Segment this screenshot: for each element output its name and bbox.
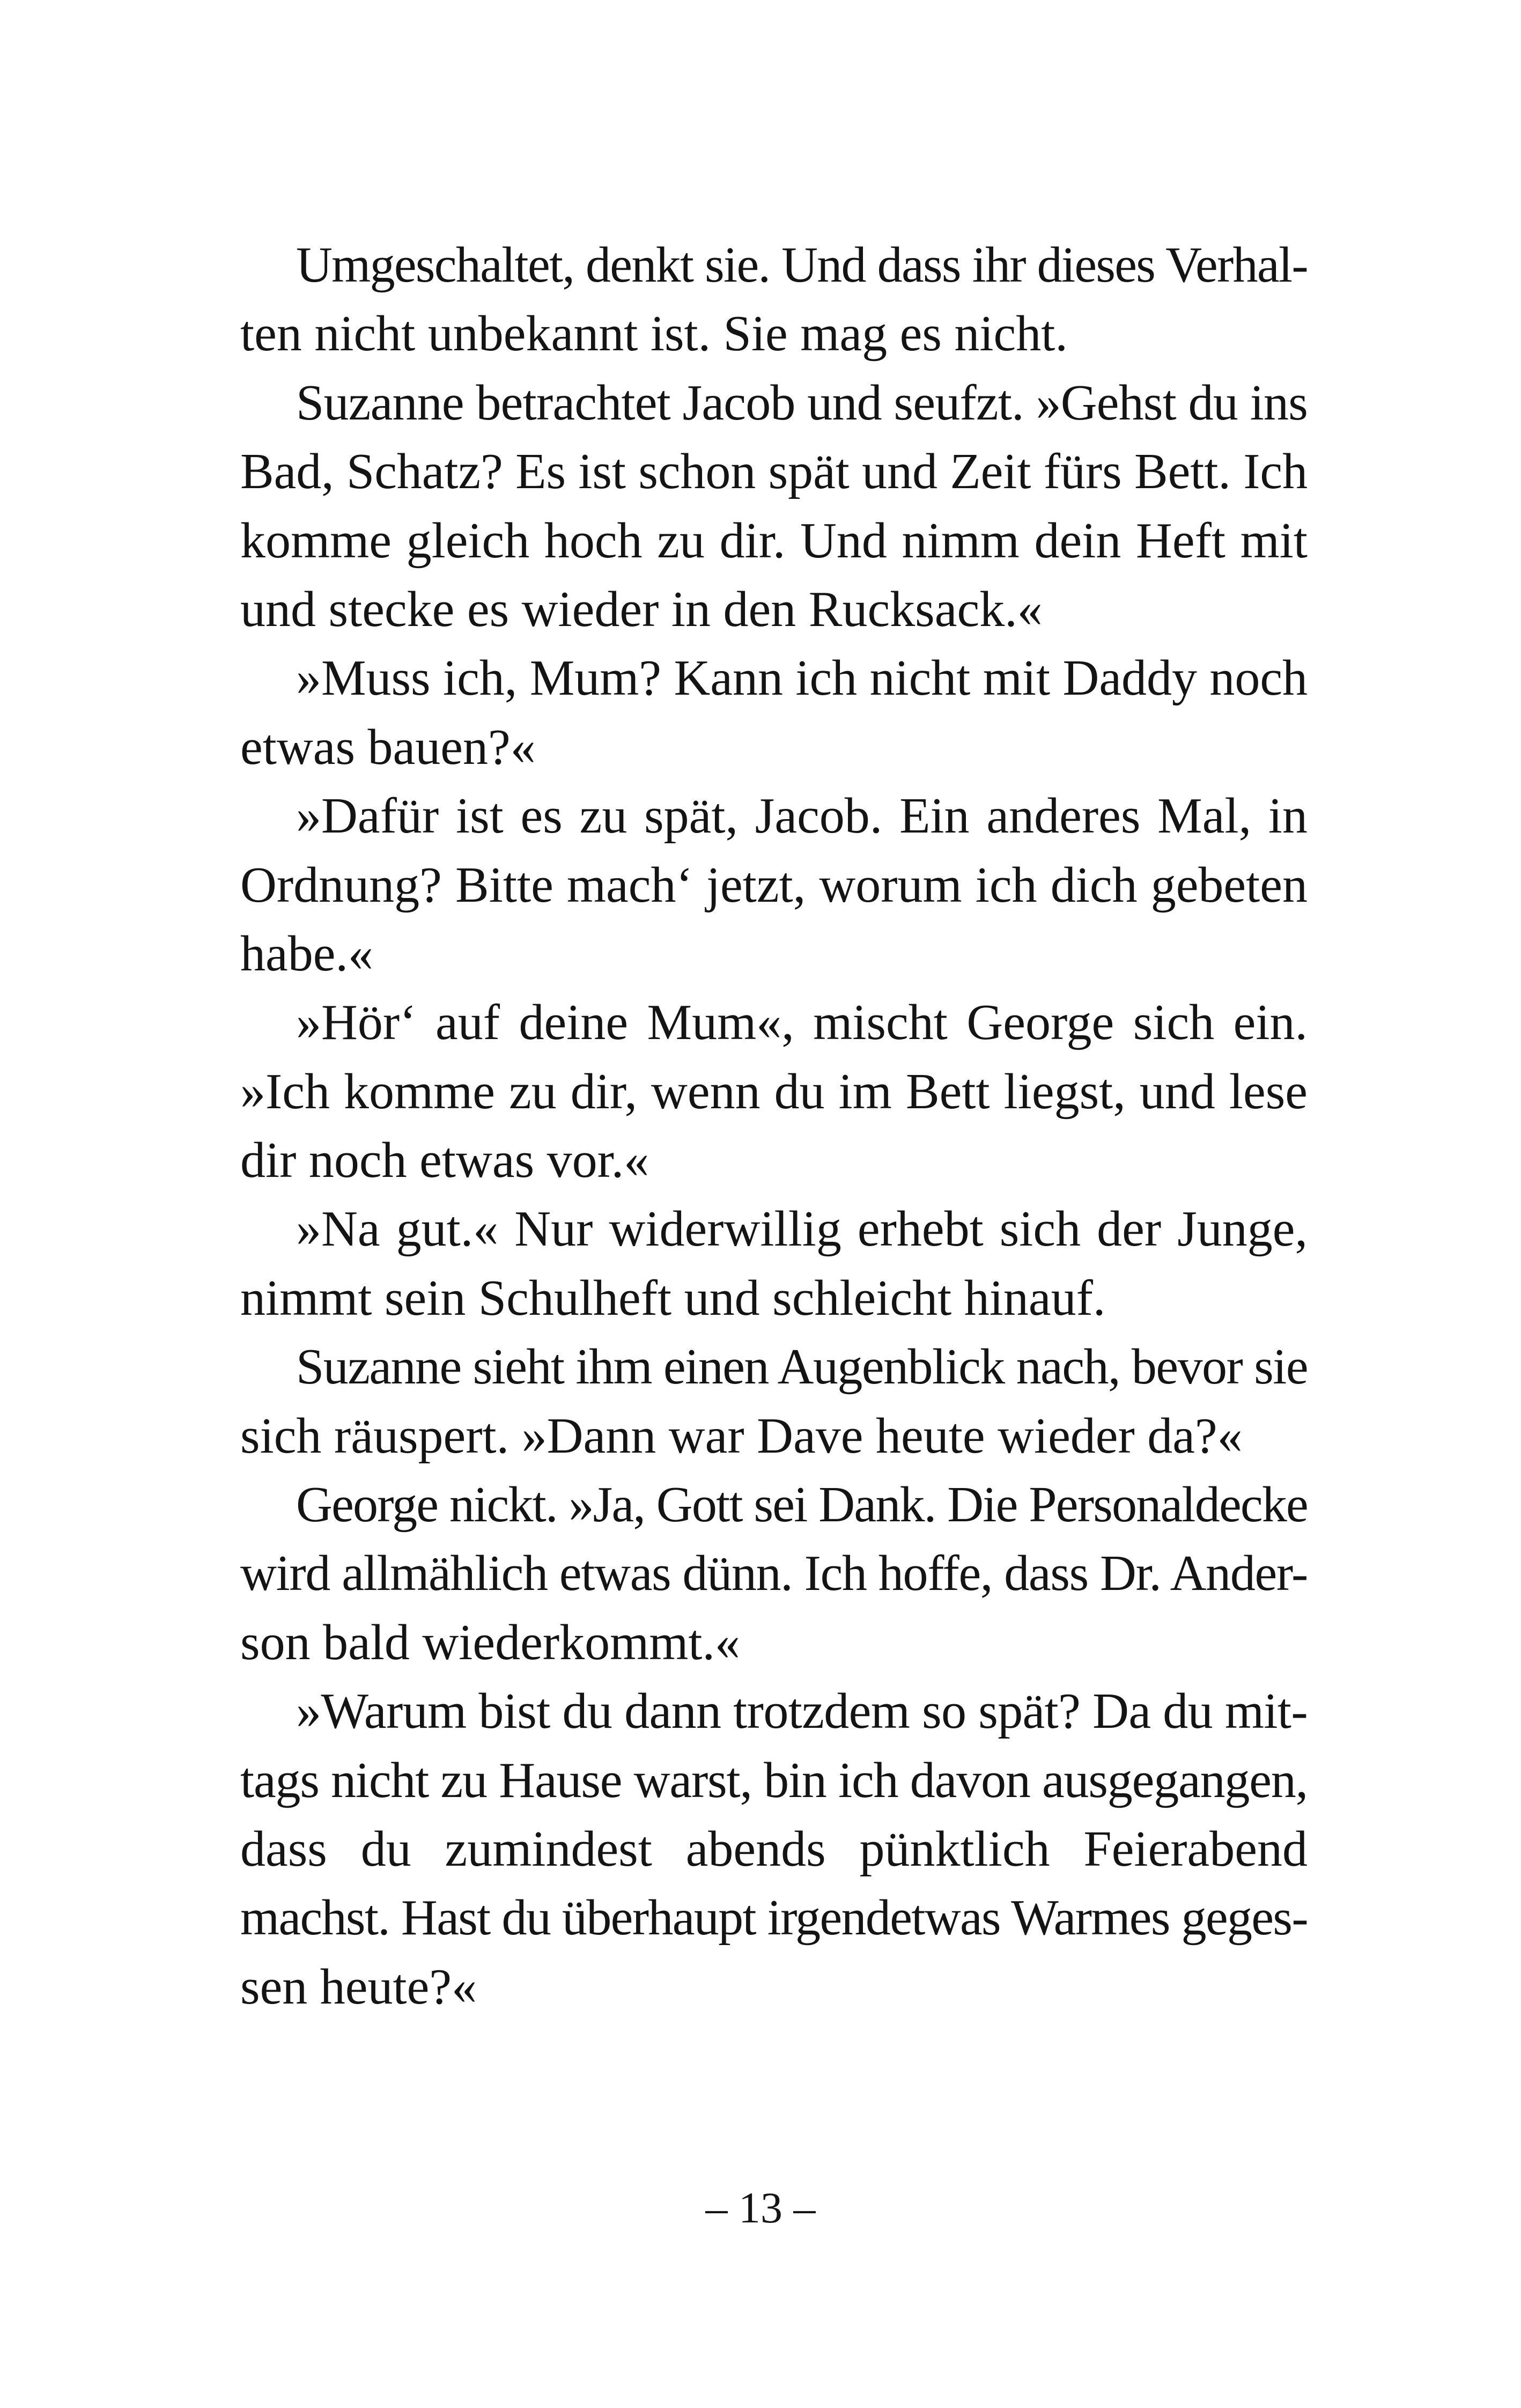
text-line: nimmt sein Schulheft und schleicht hinauf. [240,1270,1106,1326]
text-line: tags nicht zu Hause warst, bin ich davon ausgegangen, [240,1752,1308,1808]
text-line: machst. Hast du überhaupt irgendetwas Warmes geges- [240,1890,1308,1946]
text-line: habe.« [240,925,373,982]
text-line: Bad, Schatz? Es ist schon spät und Zeit fürs Bett. Ich [240,444,1308,500]
text-line: »Hör‘ auf deine Mum«, mischt George sich ein. [296,995,1308,1051]
page-number: – 13 – [705,2183,816,2232]
text-line: sich räuspert. »Dann war Dave heute wieder da?« [240,1408,1243,1464]
body-text [240,231,1308,2021]
text-line: und stecke es wieder in den Rucksack.« [240,581,1043,637]
text-line: Suzanne sieht ihm einen Augenblick nach, bevor sie [296,1339,1308,1395]
text-line: wird allmählich etwas dünn. Ich hoffe, dass Dr. Ander- [240,1545,1308,1602]
text-line: dir noch etwas vor.« [240,1132,649,1189]
text-line: Umgeschaltet, denkt sie. Und dass ihr dieses Verhal- [296,237,1308,293]
text-line: sen heute?« [240,1958,477,2015]
text-line: etwas bauen?« [240,719,536,775]
text-line: son bald wiederkommt.« [240,1614,741,1670]
text-line: George nickt. »Ja, Gott sei Dank. Die Personaldecke [296,1477,1308,1533]
text-line: Ordnung? Bitte mach‘ jetzt, worum ich dich gebeten [240,857,1308,913]
text-line: »Na gut.« Nur widerwillig erhebt sich der Junge, [296,1201,1308,1257]
text-line: dass du zumindest abends pünktlich Feierabend [240,1821,1308,1877]
text-line: komme gleich hoch zu dir. Und nimm dein Heft mit [240,512,1308,569]
text-line: »Muss ich, Mum? Kann ich nicht mit Daddy noch [296,650,1308,706]
text-line: Suzanne betrachtet Jacob und seufzt. »Gehst du ins [296,374,1308,431]
text-line: »Ich komme zu dir, wenn du im Bett liegst, und lese [240,1063,1308,1120]
text-line: »Dafür ist es zu spät, Jacob. Ein anderes Mal, in [296,788,1308,844]
text-line: »Warum bist du dann trotzdem so spät? Da du mit- [296,1683,1308,1740]
text-line: ten nicht unbekannt ist. Sie mag es nicht. [240,306,1068,362]
